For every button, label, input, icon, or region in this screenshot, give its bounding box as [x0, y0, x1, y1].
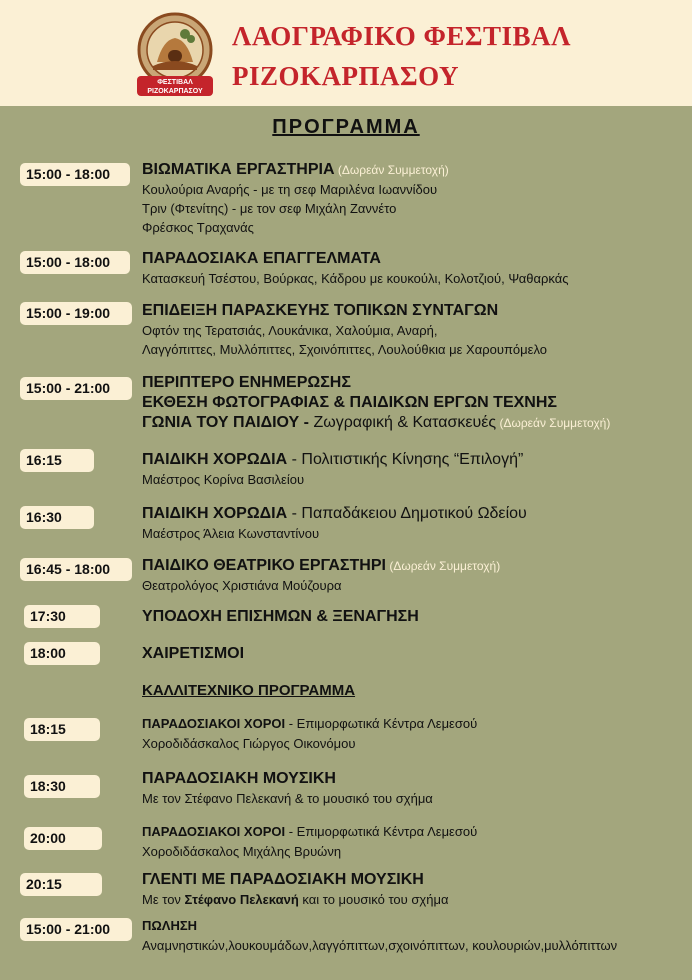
entry-heading: ΠΕΡΙΠΤΕΡΟ ΕΝΗΜΕΡΩΣΗΣ: [142, 374, 351, 391]
time-badge: 15:00 - 19:00: [20, 302, 132, 325]
festival-logo: [135, 12, 215, 100]
time-badge: 16:45 - 18:00: [20, 558, 132, 581]
entry-content: [142, 644, 682, 664]
entry-content: [142, 373, 682, 433]
entry-heading: ΠΑΡΑΔΟΣΙΑΚΗ ΜΟΥΣΙΚΗ: [142, 770, 336, 787]
festival-title-line1: ΛΑΟΓΡΑΦΙΚΟ ΦΕΣΤΙΒΑΛ: [232, 21, 571, 51]
entry-heading: ΒΙΩΜΑΤΙΚΑ ΕΡΓΑΣΤΗΡΙΑ (Δωρεάν Συμμετοχή): [142, 161, 449, 178]
entry-line: Φρέσκος Τραχανάς: [142, 220, 254, 235]
entry-heading: ΠΑΡΑΔΟΣΙΑΚΟΙ ΧΟΡΟΙ - Επιμορφωτικά Κέντρα Λεμεσού: [142, 716, 478, 731]
time-badge: 18:30: [24, 775, 100, 798]
entry-content: [142, 714, 682, 753]
time-badge: 17:30: [24, 605, 100, 628]
time-badge: 16:15: [20, 449, 94, 472]
entry-content: [142, 916, 682, 955]
time-badge: 15:00 - 18:00: [20, 163, 130, 186]
entry-heading: ΠΑΡΑΔΟΣΙΑΚΟΙ ΧΟΡΟΙ - Επιμορφωτικά Κέντρα Λεμεσού: [142, 824, 478, 839]
entry-heading: ΓΛΕΝΤΙ ΜΕ ΠΑΡΑΔΟΣΙΑΚΗ ΜΟΥΣΙΚΗ: [142, 871, 424, 888]
entry-content: [142, 870, 682, 909]
entry-line: Μαέστρος Άλεια Κωνσταντίνου: [142, 526, 320, 541]
free-participation-note: (Δωρεάν Συμμετοχή): [385, 559, 501, 573]
time-badge: 15:00 - 21:00: [20, 918, 132, 941]
time-badge: 15:00 - 18:00: [20, 251, 130, 274]
logo-text-top: ΦΕΣΤΙΒΑΛ: [157, 79, 193, 86]
entry-line: Οφτόν της Τερατσιάς, Λουκάνικα, Χαλούμια, Αναρή,: [142, 323, 438, 338]
time-badge: 16:30: [20, 506, 94, 529]
time-badge: 18:15: [24, 718, 100, 741]
time-badge: 20:15: [20, 873, 102, 896]
entry-heading: ΠΑΡΑΔΟΣΙΑΚΑ ΕΠΑΓΓΕΛΜΑΤΑ: [142, 250, 381, 267]
program-title: ΠΡΟΓΡΑΜΜΑ: [272, 116, 420, 138]
entry-heading-2: ΕΚΘΕΣΗ ΦΩΤΟΓΡΑΦΙΑΣ & ΠΑΙΔΙΚΩΝ ΕΡΓΩΝ ΤΕΧΝΗΣ: [142, 394, 558, 411]
free-participation-note: (Δωρεάν Συμμετοχή): [334, 163, 449, 177]
entry-line: Αναμνηστικών,λουκουμάδων,λαγγόπιττων,σχοινόπιττων, κουλουριών,μυλλόπιττων: [142, 938, 618, 953]
logo-text-bottom: ΡΙΖΟΚΑΡΠΑΣΟΥ: [147, 88, 203, 95]
entry-line: Μαέστρος Κορίνα Βασιλείου: [142, 472, 305, 487]
entry-heading: ΧΑΙΡΕΤΙΣΜΟΙ: [142, 645, 245, 662]
entry-content: [142, 504, 682, 543]
entry-line: Τριν (Φτενίτης) - με τον σεφ Μιχάλη Ζαννέτο: [142, 201, 397, 216]
entry-content: [142, 450, 682, 489]
time-badge: 15:00 - 21:00: [20, 377, 132, 400]
entry-heading: ΠΑΙΔΙΚΗ ΧΟΡΩΔΙΑ - Παπαδάκειου Δημοτικού Ωδείου: [142, 505, 527, 522]
entry-line: Θεατρολόγος Χριστιάνα Μούζουρα: [142, 578, 342, 593]
entry-content: [142, 160, 682, 237]
header-banner: [0, 0, 692, 106]
entry-heading: ΠΑΙΔΙΚΗ ΧΟΡΩΔΙΑ - Πολιτιστικής Κίνησης “Επιλογή”: [142, 451, 524, 468]
entry-content: [142, 822, 682, 861]
festival-title: [232, 16, 571, 96]
entry-line: Χοροδιδάσκαλος Γιώργος Οικονόμου: [142, 736, 356, 751]
entry-line: Λαγγόπιττες, Μυλλόπιττες, Σχοινόπιττες, Λουλούθκια με Χαρουπόμελο: [142, 342, 547, 357]
entry-line: Κατασκευή Τσέστου, Βούρκας, Κάδρου με κουκούλι, Κολοτζιού, Ψαθαρκάς: [142, 271, 569, 286]
festival-title-line2: ΡΙΖΟΚΑΡΠΑΣΟΥ: [232, 61, 459, 91]
entry-content: [142, 607, 682, 627]
entry-line: Κουλούρια Αναρής - με τη σεφ Μαριλένα Ιωαννίδου: [142, 182, 438, 197]
entry-content: [142, 769, 682, 808]
free-participation-note: (Δωρεάν Συμμετοχή): [496, 416, 611, 430]
artistic-program-title: ΚΑΛΛΙΤΕΧΝΙΚΟ ΠΡΟΓΡΑΜΜΑ: [142, 682, 356, 699]
entry-content: [142, 556, 682, 595]
entry-content: [142, 249, 682, 288]
entry-line: Με τον Στέφανο Πελεκανή και το μουσικό του σχήμα: [142, 892, 449, 907]
time-badge: 20:00: [24, 827, 102, 850]
time-badge: 18:00: [24, 642, 100, 665]
entry-content: [142, 301, 682, 359]
entry-heading-3: ΓΩΝΙΑ ΤΟΥ ΠΑΙΔΙΟΥ - Ζωγραφική & Κατασκευές (Δωρεάν Συμμετοχή): [142, 414, 611, 431]
entry-heading: ΕΠΙΔΕΙΞΗ ΠΑΡΑΣΚΕΥΗΣ ΤΟΠΙΚΩΝ ΣΥΝΤΑΓΩΝ: [142, 302, 499, 319]
entry-heading: ΠΑΙΔΙΚΟ ΘΕΑΤΡΙΚΟ ΕΡΓΑΣΤΗΡΙ (Δωρεάν Συμμετοχή): [142, 557, 501, 574]
entry-heading: ΥΠΟΔΟΧΗ ΕΠΙΣΗΜΩΝ & ΞΕΝΑΓΗΣΗ: [142, 608, 419, 625]
entry-line: Χοροδιδάσκαλος Μιχάλης Βρυώνη: [142, 844, 342, 859]
entry-line: Με τον Στέφανο Πελεκανή & το μουσικό του σχήμα: [142, 791, 433, 806]
entry-heading: ΠΩΛΗΣΗ: [142, 918, 198, 933]
